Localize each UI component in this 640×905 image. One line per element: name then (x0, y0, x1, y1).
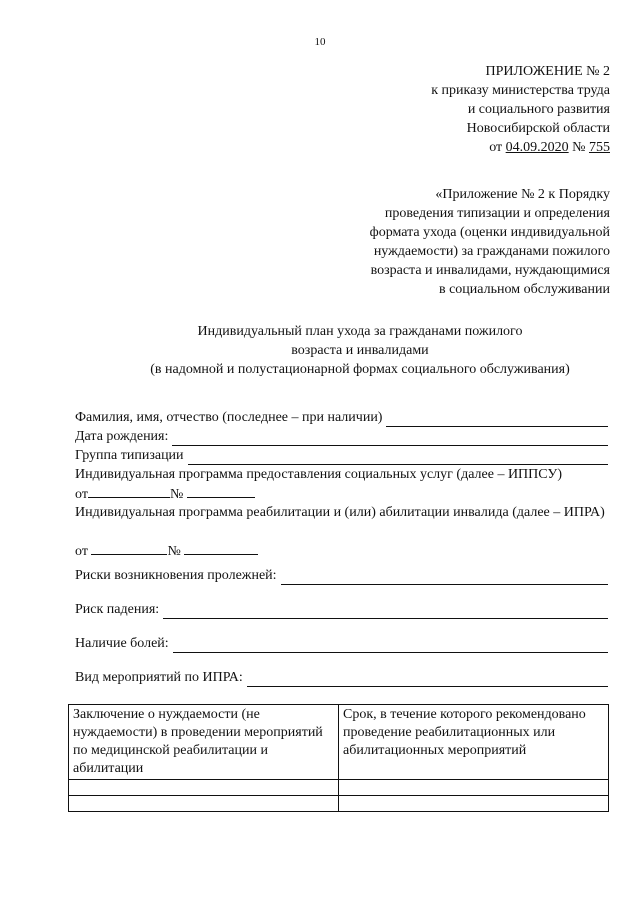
order-date: 04.09.2020 (505, 140, 569, 155)
fall-risk-label: Риск падения: (75, 602, 160, 617)
ipra-ref-line (75, 541, 608, 561)
appendix-ref-line: «Приложение № 2 к Порядку (435, 187, 610, 202)
bedsore-risk-label: Риски возникновения пролежней: (75, 568, 277, 583)
table-header-need-conclusion: Заключение о нуждаемости (не нуждаемости) в проведении мероприятий по медицинской реабилитации и абилитации (69, 705, 339, 780)
typing-group-field (75, 446, 608, 465)
ipra-number-blank[interactable] (184, 541, 258, 555)
bedsore-risk-blank[interactable] (281, 570, 608, 585)
appendix-ref-line: возраста и инвалидами, нуждающимися (370, 263, 610, 278)
fall-risk-field (75, 600, 608, 619)
order-number: 755 (589, 140, 610, 155)
pain-label: Наличие болей: (75, 636, 169, 651)
birth-date-label: Дата рождения: (75, 429, 169, 444)
table-row (69, 780, 609, 796)
birth-date-blank[interactable] (172, 431, 608, 446)
ipra-label: Индивидуальная программа реабилитации и (или) абилитации инвалида (далее – ИПРА) (75, 505, 605, 520)
table-row (69, 796, 609, 812)
table-cell[interactable] (339, 796, 609, 812)
appendix-date-line (431, 138, 610, 157)
ipps-label: Индивидуальная программа предоставления социальных услуг (далее – ИППСУ) (75, 467, 562, 482)
appendix-ref-line: нуждаемости) за гражданами пожилого (373, 244, 610, 259)
conclusion-table (68, 704, 609, 812)
appendix-title: ПРИЛОЖЕНИЕ № 2 (485, 64, 610, 79)
typing-group-label: Группа типизации (75, 448, 184, 463)
ipra-activities-label: Вид мероприятий по ИПРА: (75, 670, 243, 685)
ipps-ref-line (75, 484, 608, 504)
pain-field (75, 634, 608, 653)
document-title (0, 322, 640, 379)
typing-group-blank[interactable] (188, 450, 608, 465)
ipps-number-blank[interactable] (187, 484, 255, 498)
pain-blank[interactable] (173, 638, 608, 653)
ipps-from-label: от (75, 487, 88, 502)
appendix-reference (350, 185, 610, 299)
title-line: (в надомной и полустационарной формах социального обслуживания) (150, 362, 570, 377)
ipra-number-label: № (167, 544, 181, 559)
table-cell[interactable] (339, 780, 609, 796)
appendix-line: к приказу министерства труда (431, 83, 610, 98)
full-name-blank[interactable] (386, 412, 608, 427)
ipra-activities-blank[interactable] (247, 672, 608, 687)
ipra-from-label: от (75, 544, 88, 559)
appendix-ref-line: проведения типизации и определения (384, 206, 610, 221)
birth-date-field (75, 427, 608, 446)
appendix-header (431, 62, 610, 157)
page-number: 10 (314, 36, 326, 48)
appendix-ref-line: в социальном обслуживании (438, 282, 610, 297)
full-name-field (75, 408, 608, 427)
appendix-ref-line: формата ухода (оценки индивидуальной (369, 225, 610, 240)
appendix-line: и социального развития (467, 102, 610, 117)
ipra-activities-field (75, 668, 608, 687)
appendix-line: Новосибирской области (466, 121, 610, 136)
full-name-label: Фамилия, имя, отчество (последнее – при наличии) (75, 410, 383, 425)
table-cell[interactable] (69, 796, 339, 812)
bedsore-risk-field (75, 566, 608, 585)
number-prefix: № (568, 140, 589, 155)
ipps-date-blank[interactable] (88, 484, 170, 498)
fall-risk-blank[interactable] (163, 604, 608, 619)
table-header-term: Срок, в течение которого рекомендовано проведение реабилитационных или абилитационных мероприятий (339, 705, 609, 780)
ipra-date-blank[interactable] (91, 541, 167, 555)
table-header-row (69, 705, 609, 780)
title-line: возраста и инвалидами (291, 343, 429, 358)
date-prefix: от (489, 140, 506, 155)
ipps-number-label: № (169, 487, 184, 502)
table-cell[interactable] (69, 780, 339, 796)
title-line: Индивидуальный план ухода за гражданами пожилого (197, 324, 523, 339)
